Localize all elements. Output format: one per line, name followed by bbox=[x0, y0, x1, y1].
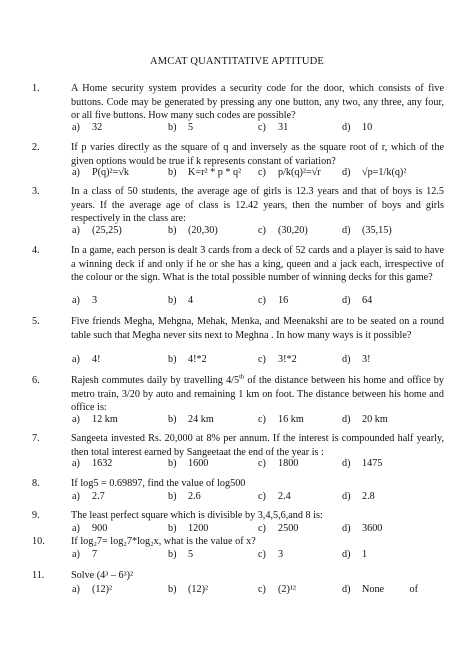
question-number: 1. bbox=[32, 83, 40, 94]
option-d: d) 3600 bbox=[342, 523, 383, 534]
question-number: 9. bbox=[32, 510, 40, 521]
options-4 bbox=[72, 295, 444, 309]
question-5 bbox=[32, 315, 444, 342]
question-text: In a class of 50 students, the average age of girls is 12.3 years and that of boys is 12.5 years. If the average age of class is 12.42 years, then the number of boys and girls respectively in the class are: bbox=[71, 186, 444, 225]
question-3 bbox=[32, 185, 444, 226]
question-10 bbox=[32, 535, 444, 549]
question-11 bbox=[32, 569, 444, 583]
option-d: d) 20 km bbox=[342, 414, 388, 425]
question-number: 3. bbox=[32, 186, 40, 197]
question-number: 10. bbox=[32, 536, 45, 547]
option-a: a) 1632 bbox=[72, 458, 113, 469]
option-d: d) None of bbox=[342, 584, 419, 595]
question-number: 5. bbox=[32, 316, 40, 327]
option-a: a) P(q)²=√k bbox=[72, 167, 130, 178]
question-number: 11. bbox=[32, 570, 45, 581]
question-text: A Home security system provides a security code for the door, which consists of five buttons. Code may be generated by pressing any one button, any two, any three, any four, or all five buttons. How many such codes are possible? bbox=[71, 83, 444, 122]
question-number: 4. bbox=[32, 245, 40, 256]
option-d: d) (35,15) bbox=[342, 225, 392, 236]
option-c: c) 16 bbox=[258, 295, 289, 306]
option-b: b) (12)² bbox=[168, 584, 209, 595]
question-8 bbox=[32, 477, 444, 491]
option-b: b) 1600 bbox=[168, 458, 209, 469]
options-8 bbox=[72, 491, 444, 505]
question-4 bbox=[32, 244, 444, 285]
options-3 bbox=[72, 225, 444, 239]
question-text: If log5 = 0.69897, find the value of log500 bbox=[71, 478, 246, 489]
option-a: a) 4! bbox=[72, 354, 101, 365]
question-number: 6. bbox=[32, 375, 40, 386]
options-11 bbox=[72, 584, 444, 598]
option-b: b) 1200 bbox=[168, 523, 209, 534]
question-text: The least perfect square which is divisible by 3,4,5,6,and 8 is: bbox=[71, 510, 323, 521]
options-7 bbox=[72, 458, 444, 472]
option-b: b) 5 bbox=[168, 549, 194, 560]
options-6 bbox=[72, 414, 444, 428]
option-b: b) (20,30) bbox=[168, 225, 218, 236]
question-number: 2. bbox=[32, 142, 40, 153]
option-c: c) 2.4 bbox=[258, 491, 291, 502]
option-b: b) 24 km bbox=[168, 414, 214, 425]
option-b: b) 4!*2 bbox=[168, 354, 207, 365]
option-c: c) p/k(q)²=√r bbox=[258, 167, 321, 178]
option-d: d) 64 bbox=[342, 295, 373, 306]
question-text: If p varies directly as the square of q and inversely as the square root of r, which of the given options would be true if k represents constant of variation? bbox=[71, 142, 444, 167]
option-a: a) 7 bbox=[72, 549, 98, 560]
option-c: c) 16 km bbox=[258, 414, 304, 425]
question-7 bbox=[32, 432, 444, 459]
question-text: Sangeeta invested Rs. 20,000 at 8% per annum. If the interest is compounded half yearly, then total interest earned by Sangeetaat the end of the year is : bbox=[71, 433, 444, 458]
option-c: c) (30,20) bbox=[258, 225, 308, 236]
options-5 bbox=[72, 354, 444, 368]
question-text: In a game, each person is dealt 3 cards from a deck of 52 cards and a player is said to have a winning deck if and only if he or she has a king, queen and a jack each, irrespective of the colour or the sign. What is the total possible number of winning decks for this game? bbox=[71, 245, 444, 284]
options-1 bbox=[72, 122, 444, 136]
question-9 bbox=[32, 509, 444, 523]
option-d: d) 1475 bbox=[342, 458, 383, 469]
question-text: Five friends Megha, Mehgna, Mehak, Menka, and Meenakshi are to be seated on a round table such that Megha never sits next to Meghna . In how many ways is it possible? bbox=[71, 316, 444, 341]
option-b: b) 4 bbox=[168, 295, 194, 306]
question-text: Solve (4³ – 6³)² bbox=[71, 570, 134, 581]
question-number: 8. bbox=[32, 478, 40, 489]
question-number: 7. bbox=[32, 433, 40, 444]
option-a: a) (25,25) bbox=[72, 225, 122, 236]
page-title: AMCAT QUANTITATIVE APTITUDE bbox=[149, 56, 325, 67]
question-6 bbox=[32, 374, 444, 415]
option-d: d) 10 bbox=[342, 122, 373, 133]
option-b: b) 5 bbox=[168, 122, 194, 133]
option-c: c) 3!*2 bbox=[258, 354, 297, 365]
option-d: d) 2.8 bbox=[342, 491, 375, 502]
option-d: d) √p=1/k(q)² bbox=[342, 167, 407, 178]
option-a: a) 3 bbox=[72, 295, 98, 306]
option-d: d) 1 bbox=[342, 549, 368, 560]
question-2 bbox=[32, 141, 444, 168]
option-b: b) 2.6 bbox=[168, 491, 201, 502]
option-a: a) (12)² bbox=[72, 584, 113, 595]
option-a: a) 900 bbox=[72, 523, 108, 534]
options-10 bbox=[72, 549, 444, 563]
option-c: c) 3 bbox=[258, 549, 284, 560]
option-c: c) 31 bbox=[258, 122, 289, 133]
option-a: a) 12 km bbox=[72, 414, 118, 425]
option-c: c) 2500 bbox=[258, 523, 299, 534]
option-d: d) 3! bbox=[342, 354, 371, 365]
question-text: Rajesh commutes daily by travelling 4/5th of the distance between his home and office by metro train, 3/20 by auto and remaining 1 km on foot. The distance between his home and office is: bbox=[71, 373, 444, 414]
options-2 bbox=[72, 167, 444, 181]
question-text: If log₂7= log₂7*log₂x, what is the value of x? bbox=[71, 536, 256, 547]
option-a: a) 32 bbox=[72, 122, 103, 133]
question-1 bbox=[32, 82, 444, 123]
option-b: b) K=r² * p * q² bbox=[168, 167, 242, 178]
option-c: c) (2)¹² bbox=[258, 584, 296, 595]
option-a: a) 2.7 bbox=[72, 491, 105, 502]
option-c: c) 1800 bbox=[258, 458, 299, 469]
